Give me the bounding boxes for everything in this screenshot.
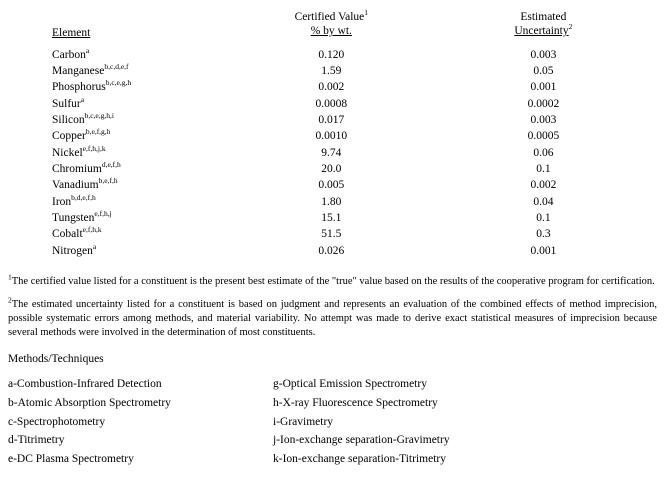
element-method-refs: b,c,e,g,h,i [84, 111, 114, 121]
element-name: Nitrogen [52, 244, 93, 257]
element-name: Manganese [52, 65, 105, 78]
cell-certified-value: 1.80 [321, 195, 342, 208]
cell-uncertainty: 0.001 [530, 244, 557, 257]
cell-element [52, 128, 228, 144]
table-header-row [52, 10, 652, 39]
column-header-estimated-line2: Uncertainty [514, 25, 569, 38]
element-name: Sulfur [52, 97, 81, 110]
spacer-cell [228, 39, 435, 47]
method-item: g-Optical Emission Spectrometry [273, 378, 427, 391]
footnote-2-marker: 2 [8, 295, 12, 305]
cell-element [52, 243, 228, 259]
table-row [52, 177, 652, 193]
element-name: Copper [52, 130, 86, 143]
cell-uncertainty: 0.1 [536, 163, 551, 176]
cell-certified-value: 1.59 [321, 65, 342, 78]
spacer-cell [435, 39, 652, 47]
table-row [52, 145, 652, 161]
cell-element [52, 194, 228, 210]
cell-element [52, 96, 228, 112]
element-method-refs: e,f,h,j,k [82, 143, 106, 153]
column-header-estimated-line1: Estimated [520, 11, 567, 23]
method-item: e-DC Plasma Spectrometry [8, 452, 134, 465]
cell-uncertainty: 0.05 [533, 65, 554, 78]
table-body [52, 39, 652, 259]
column-header-element-label: Element [52, 26, 91, 39]
cell-uncertainty: 0.0002 [527, 97, 560, 110]
cell-certified-value: 0.002 [318, 81, 345, 94]
table-row [52, 112, 652, 128]
column-header-certified-value [228, 10, 435, 39]
element-method-refs: e,f,h,k [82, 225, 102, 235]
table-row [52, 226, 652, 242]
table-row [52, 63, 652, 79]
methods-legend [8, 375, 669, 468]
element-name: Phosphorus [52, 81, 106, 94]
document-page [0, 10, 669, 490]
cell-element [52, 63, 228, 79]
methods-right-column [273, 375, 603, 468]
cell-uncertainty: 0.002 [530, 179, 557, 192]
element-method-refs: b,e,f,g,h [85, 127, 111, 137]
footnote-1-text: The certified value listed for a constituent is the present best estimate of the "true" value based on the results of the cooperative program for certification. [11, 276, 655, 288]
cell-certified-value: 0.026 [318, 244, 345, 257]
cell-certified-value: 0.005 [318, 179, 345, 192]
column-header-certified-value-line1: Certified Value [294, 11, 365, 23]
method-item: k-Ion-exchange separation-Titrimetry [273, 452, 446, 465]
column-header-estimated-uncertainty-inner [514, 10, 572, 39]
cell-element [52, 112, 228, 128]
table-row [52, 243, 652, 259]
cell-element [52, 177, 228, 193]
column-header-certified-value-inner [295, 10, 368, 39]
element-name: Nickel [52, 146, 83, 159]
cell-certified-value: 15.1 [321, 212, 342, 225]
table-spacer-row [52, 39, 652, 47]
element-method-refs: b,c,d,e,f [104, 62, 129, 72]
certified-values-table [52, 10, 652, 259]
cell-certified-value: 20.0 [321, 163, 342, 176]
table-row [52, 194, 652, 210]
element-name: Tungsten [52, 212, 95, 225]
element-method-refs: b,e,f,h [98, 176, 118, 186]
footnotes-section [8, 272, 657, 339]
table-header [52, 10, 652, 39]
footnote-ref-1: 1 [364, 8, 369, 18]
cell-element [52, 226, 228, 242]
cell-certified-value: 0.017 [318, 114, 345, 127]
cell-element [52, 79, 228, 95]
table-row [52, 96, 652, 112]
method-item: i-Gravimetry [273, 415, 334, 428]
methods-heading: Methods/Techniques [8, 353, 104, 366]
element-name: Chromium [52, 163, 102, 176]
cell-element [52, 161, 228, 177]
footnote-2 [8, 295, 657, 340]
element-method-refs: a [85, 45, 90, 55]
method-item: h-X-ray Fluorescence Spectrometry [273, 397, 438, 410]
method-item: d-Titrimetry [8, 434, 65, 447]
cell-uncertainty: 0.003 [530, 48, 557, 61]
methods-left-column [8, 375, 273, 468]
table-row [52, 161, 652, 177]
footnote-1 [8, 272, 657, 289]
column-header-certified-value-line2: % by wt. [310, 25, 352, 38]
table-row [52, 128, 652, 144]
cell-element [52, 210, 228, 226]
cell-uncertainty: 0.1 [536, 212, 551, 225]
cell-uncertainty: 0.003 [530, 114, 557, 127]
element-method-refs: a [92, 241, 97, 251]
cell-certified-value: 0.0010 [315, 130, 348, 143]
cell-certified-value: 51.5 [321, 228, 342, 241]
column-header-estimated-uncertainty [435, 10, 652, 39]
cell-element [52, 145, 228, 161]
element-method-refs: d,e,f,h [101, 160, 121, 170]
element-method-refs: b,d,e,f,h [71, 192, 96, 202]
element-name: Iron [52, 195, 72, 208]
method-item: c-Spectrophotometry [8, 415, 106, 428]
table-row [52, 79, 652, 95]
footnote-2-text: The estimated uncertainty listed for a constituent is based on judgment and represents an evaluation of the combined effects of method imprecision, possible systematic errors among methods, and material variability. No attempt was made to derive exact statistical measures of imprecision because several methods were involved in the determination of most constituents. [8, 298, 657, 338]
footnote-1-marker: 1 [8, 272, 12, 282]
footnote-ref-2: 2 [568, 22, 573, 32]
cell-certified-value: 0.0008 [315, 97, 348, 110]
method-item: j-Ion-exchange separation-Gravimetry [273, 434, 450, 447]
cell-uncertainty: 0.04 [533, 195, 554, 208]
cell-uncertainty: 0.06 [533, 146, 554, 159]
element-name: Vanadium [52, 179, 99, 192]
table-row [52, 210, 652, 226]
spacer-cell [52, 39, 228, 47]
element-method-refs: e,f,h,j [94, 209, 112, 219]
method-item: a-Combustion-Infrared Detection [8, 378, 162, 391]
cell-uncertainty: 0.0005 [527, 130, 560, 143]
cell-element [52, 47, 228, 63]
element-method-refs: a [80, 94, 85, 104]
element-method-refs: b,c,e,g,h [105, 78, 132, 88]
cell-uncertainty: 0.001 [530, 81, 557, 94]
cell-certified-value: 9.74 [321, 146, 342, 159]
element-name: Cobalt [52, 228, 83, 241]
cell-certified-value: 0.120 [318, 48, 345, 61]
column-header-element [52, 10, 228, 39]
cell-uncertainty: 0.3 [536, 228, 551, 241]
method-item: b-Atomic Absorption Spectrometry [8, 397, 171, 410]
table-row [52, 47, 652, 63]
element-name: Carbon [52, 48, 86, 61]
element-name: Silicon [52, 114, 85, 127]
